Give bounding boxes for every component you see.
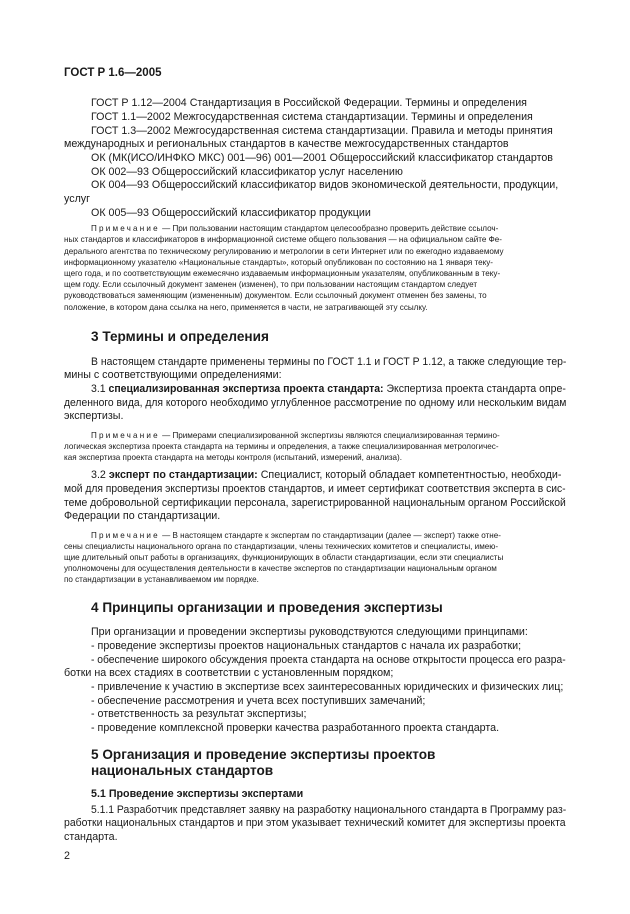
paragraph-line: При организации и проведении экспертизы руководствуются следующими принципами:	[91, 626, 528, 638]
note-1-line: щем году. Если ссылочный документ заменен (изменен), то при пользовании настоящим стандартом следует	[64, 280, 478, 289]
paragraph-line: мой для проведения экспертизы проектов стандартов, и имеет сертификат соответствия эксперта в сис-	[64, 483, 566, 495]
note-2-line: логическая экспертиза проекта стандарта на термины и определения, а также специализированная метрологичес-	[64, 442, 499, 451]
term-3-1: 3.1 специализированная экспертиза проекта стандарта: Экспертиза проекта стандарта опре-	[91, 383, 566, 395]
ref-line: международных и региональных стандартов в качестве межгосударственных стандартов	[64, 138, 509, 150]
note-2-line: кая экспертиза проекта стандарта на методы контроля (испытаний, измерений, анализа).	[64, 453, 402, 462]
term-3-2: 3.2 эксперт по стандартизации: Специалист, который обладает компетентностью, необходи-	[91, 469, 562, 481]
note-1-first: Примечание — При пользовании настоящим стандартом целесообразно проверить действие ссылоч-	[91, 224, 499, 233]
note-1-line: щего года, и по соответствующим ежемесячно издаваемым информационным указателям, опубликованным в теку-	[64, 269, 501, 278]
ref-line: ГОСТ 1.1—2002 Межгосударственная система стандартизации. Термины и определения	[91, 111, 533, 123]
note-1-line: руководствоваться заменяющим (измененным) документом. Если ссылочный документ отменен без замены, то	[64, 291, 487, 300]
section-5-title-cont: национальных стандартов	[91, 763, 274, 778]
note-1-line: информационному указателю «Национальные стандарты», который опубликован по состоянию на 1 января теку-	[64, 258, 493, 267]
ref-line: ОК 005—93 Общероссийский классификатор продукции	[91, 207, 371, 219]
section-3-title: 3 Термины и определения	[91, 329, 269, 344]
list-item: - ответственность за результат экспертизы;	[91, 708, 307, 720]
note-1-line: положение, в котором дана ссылка на него, применяется в части, не затрагивающей эту ссылку.	[64, 303, 428, 312]
paragraph-line: деленного вида, для которого необходимо углубленное рассмотрение по одному или нескольким видам	[64, 397, 567, 409]
ref-line: ОК (МК(ИСО/ИНФКО МКС) 001—96) 001—2001 Общероссийский классификатор стандартов	[91, 152, 553, 164]
note-3-line: уполномочены для осуществления деятельности в качестве экспертов по стандартизации национальным органом	[64, 564, 497, 573]
term-3-1-name: специализированная экспертиза проекта стандарта:	[108, 383, 384, 395]
page-number: 2	[64, 850, 70, 862]
section-4-title: 4 Принципы организации и проведения экспертизы	[91, 600, 443, 615]
paragraph-line: мины с соответствующими определениями:	[64, 369, 282, 381]
note-3-line: по стандартизации в устанавливаемом им порядке.	[64, 575, 259, 584]
list-item: - привлечение к участию в экспертизе всех заинтересованных юридических и физических лиц;	[91, 681, 564, 693]
ref-line: ГОСТ 1.3—2002 Межгосударственная система стандартизации. Правила и методы принятия	[91, 125, 553, 137]
list-item: ботки на всех стадиях в соответствии с установленным порядком;	[64, 667, 394, 679]
paragraph-line: В настоящем стандарте применены термины по ГОСТ 1.1 и ГОСТ Р 1.12, а также следующие тер-	[91, 356, 567, 368]
note-3-line: щие длительный опыт работы в организациях, функционирующих в области стандартизации, если эти специалисты	[64, 553, 504, 562]
list-item: - проведение комплексной проверки качества разработанного проекта стандарта.	[91, 722, 500, 734]
term-3-2-name: эксперт по стандартизации:	[108, 469, 258, 481]
document-header: ГОСТ Р 1.6—2005	[64, 67, 162, 79]
note-label: Примечание	[91, 431, 160, 440]
ref-line: ГОСТ Р 1.12—2004 Стандартизация в Российской Федерации. Термины и определения	[91, 97, 527, 109]
note-1-line: ных стандартов и классификаторов в информационной системе общего пользования — на официальном сайте Фе-	[64, 235, 502, 244]
paragraph-line: работки национальных стандартов и при этом указывает технический комитет для экспертизы проекта	[64, 817, 566, 829]
list-item: - обеспечение рассмотрения и учета всех поступивших замечаний;	[91, 695, 426, 707]
paragraph-line: 5.1.1 Разработчик представляет заявку на разработку национального стандарта в Программу раз-	[91, 804, 567, 816]
note-label: Примечание	[91, 531, 160, 540]
ref-line: ОК 002—93 Общероссийский классификатор услуг населению	[91, 166, 403, 178]
note-1-line: дерального агентства по техническому регулированию и метрологии в сети Интернет или по ежегодно издаваемому	[64, 247, 504, 256]
subsection-5-1-title: 5.1 Проведение экспертизы экспертами	[91, 788, 304, 800]
ref-line: услуг	[64, 193, 91, 205]
ref-line: ОК 004—93 Общероссийский классификатор видов экономической деятельности, продукции,	[91, 179, 559, 191]
paragraph-line: экспертизы.	[64, 410, 124, 422]
note-2-first: Примечание — Примерами специализированной экспертизы являются специализированная термино-	[91, 431, 500, 440]
paragraph-line: стандарта.	[64, 831, 118, 843]
section-5-title: 5 Организация и проведение экспертизы проектов	[91, 747, 436, 762]
note-3-line: сены специалисты национального органа по стандартизации, члены технических комитетов и специалисты, имею-	[64, 542, 499, 551]
paragraph-line: теме добровольной сертификации персонала, зарегистрированной национальным органом Российской	[64, 497, 566, 509]
note-3-first: Примечание — В настоящем стандарте к экспертам по стандартизации (далее — эксперт) также отне-	[91, 531, 501, 540]
list-item: - проведение экспертизы проектов национальных стандартов с начала их разработки;	[91, 640, 522, 652]
list-item: - обеспечение широкого обсуждения проекта стандарта на основе открытости процесса его разра-	[91, 654, 566, 666]
paragraph-line: Федерации по стандартизации.	[64, 510, 221, 522]
note-label: Примечание	[91, 224, 160, 233]
